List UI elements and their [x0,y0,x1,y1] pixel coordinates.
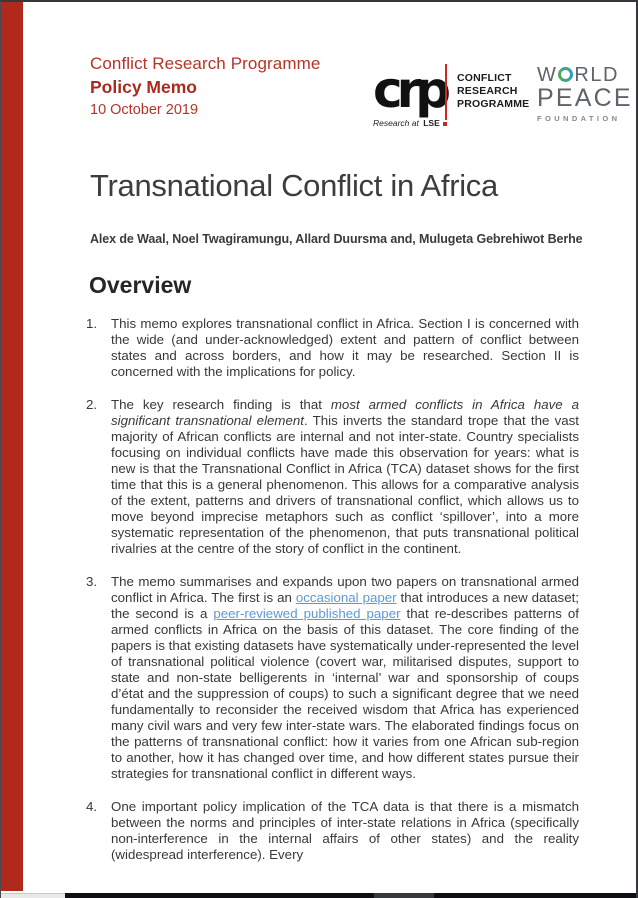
crp-tagline [373,118,439,128]
crp-logo [373,61,446,128]
horizontal-scrollbar-track[interactable] [65,893,636,898]
wpf-world-pre: W [537,64,558,86]
crp-wordmark-line: PROGRAMME [457,98,530,110]
red-square-icon [443,122,447,126]
globe-ring-icon [558,67,573,82]
viewer-bottom-strip [1,893,636,898]
tagline-prefix: Research at [373,118,419,128]
programme-name: Conflict Research Programme [90,54,321,73]
crp-wordmark [457,72,529,111]
crp-wordmark-line: RESEARCH [457,85,518,97]
memo-item [86,397,579,557]
section-heading-overview: Overview [89,272,192,298]
wpf-peace-line: PEACE [537,84,633,112]
body-text: that re-describes patterns of armed conflicts in Africa on the basis of this dataset. The core finding of the papers is that existing datasets have systematically under-represented the level of transnational political violence (covert war, militarised disputes, support to state and non-state belligerents in ‘internal’ war and sponsorship of coups d’état and the suppression of coups) to such a significant degree that we need fundamentally to reconsider the received wisdom that Africa has experienced many civil wars and very few inter-state wars. The elaborated findings focus on the patterns of transnational conflict: how it varies from one African sub-region to another, how it has changed over time, and how different states pursue their strategies for transnational conflict in different ways. [111,606,579,781]
masthead [90,54,320,118]
document-date: 10 October 2019 [90,102,199,118]
wpf-foundation-line: FOUNDATION [537,114,621,123]
memo-item-text [111,397,579,557]
memo-item [86,799,579,863]
wpf-world-line [537,65,633,85]
inline-link[interactable]: occasional paper [295,590,397,605]
body-text: . This inverts the standard trope that the vast majority of African conflicts are internal and not inter-state. Country specialists focusing on individual conflicts have made this observation for years: what is new is that the Transnational Conflict in Africa (TCA) dataset shows for the first time that this is a general phenomenon. This allows for a comparative analysis of the extent, patterns and drivers of transnational conflict, which allows us to move beyond imprecise metaphors such as conflict ‘spillover’, into a more systematic representation of the phenomenon, that puts transnational political rivalries at the centre of the story of conflict in the continent. [111,413,579,556]
memo-item-number: 4. [86,799,98,814]
wpf-world-post: RLD [574,64,619,86]
memo-item-text [111,316,579,380]
body-text: The memo summarises and expands upon two papers on transnational armed conflict in Africa. The first is an [111,574,579,605]
world-peace-foundation-logo [537,65,633,123]
body-text: This memo explores transnational conflict in Africa. Section I is concerned with the wide (and under-acknowledged) extent and pattern of conflict between states and across borders, and how it may be researched. Section II is concerned with the implications for policy. [111,316,579,379]
inline-link[interactable]: peer-reviewed published paper [213,606,401,621]
crp-wordmark-line: CONFLICT [457,72,512,84]
document-type: Policy Memo [90,77,197,97]
memo-item-number: 3. [86,574,98,589]
memo-item [86,316,579,380]
logo-divider [445,64,447,120]
page-title: Transnational Conflict in Africa [90,168,498,203]
memo-item-number: 2. [86,397,98,412]
memo-item-text [111,799,579,863]
tagline-org: LSE [423,118,440,128]
memo-paragraph-list [86,316,579,880]
memo-item [86,574,579,782]
body-text: that introduces a new dataset; the second is a [111,590,579,621]
body-text: One important policy implication of the TCA data is that there is a mismatch between the norms and principles of inter-state relations in Africa (specifically non-interference in the internal affairs of other states) and the reality (widespread interference). Every [111,799,579,862]
horizontal-scrollbar-thumb[interactable] [374,893,434,898]
authors-line: Alex de Waal, Noel Twagiramungu, Allard Duursma and, Mulugeta Gebrehiwot Berhe [90,232,583,246]
scrollbar-corner [1,893,65,898]
crp-logotype-icon: crp [373,61,446,119]
memo-item-number: 1. [86,316,98,331]
left-accent-bar [1,2,23,891]
body-text: The key research finding is that [111,397,331,412]
emphasized-text: most armed conflicts in Africa have a significant transnational element [111,397,579,428]
memo-item-text [111,574,579,782]
